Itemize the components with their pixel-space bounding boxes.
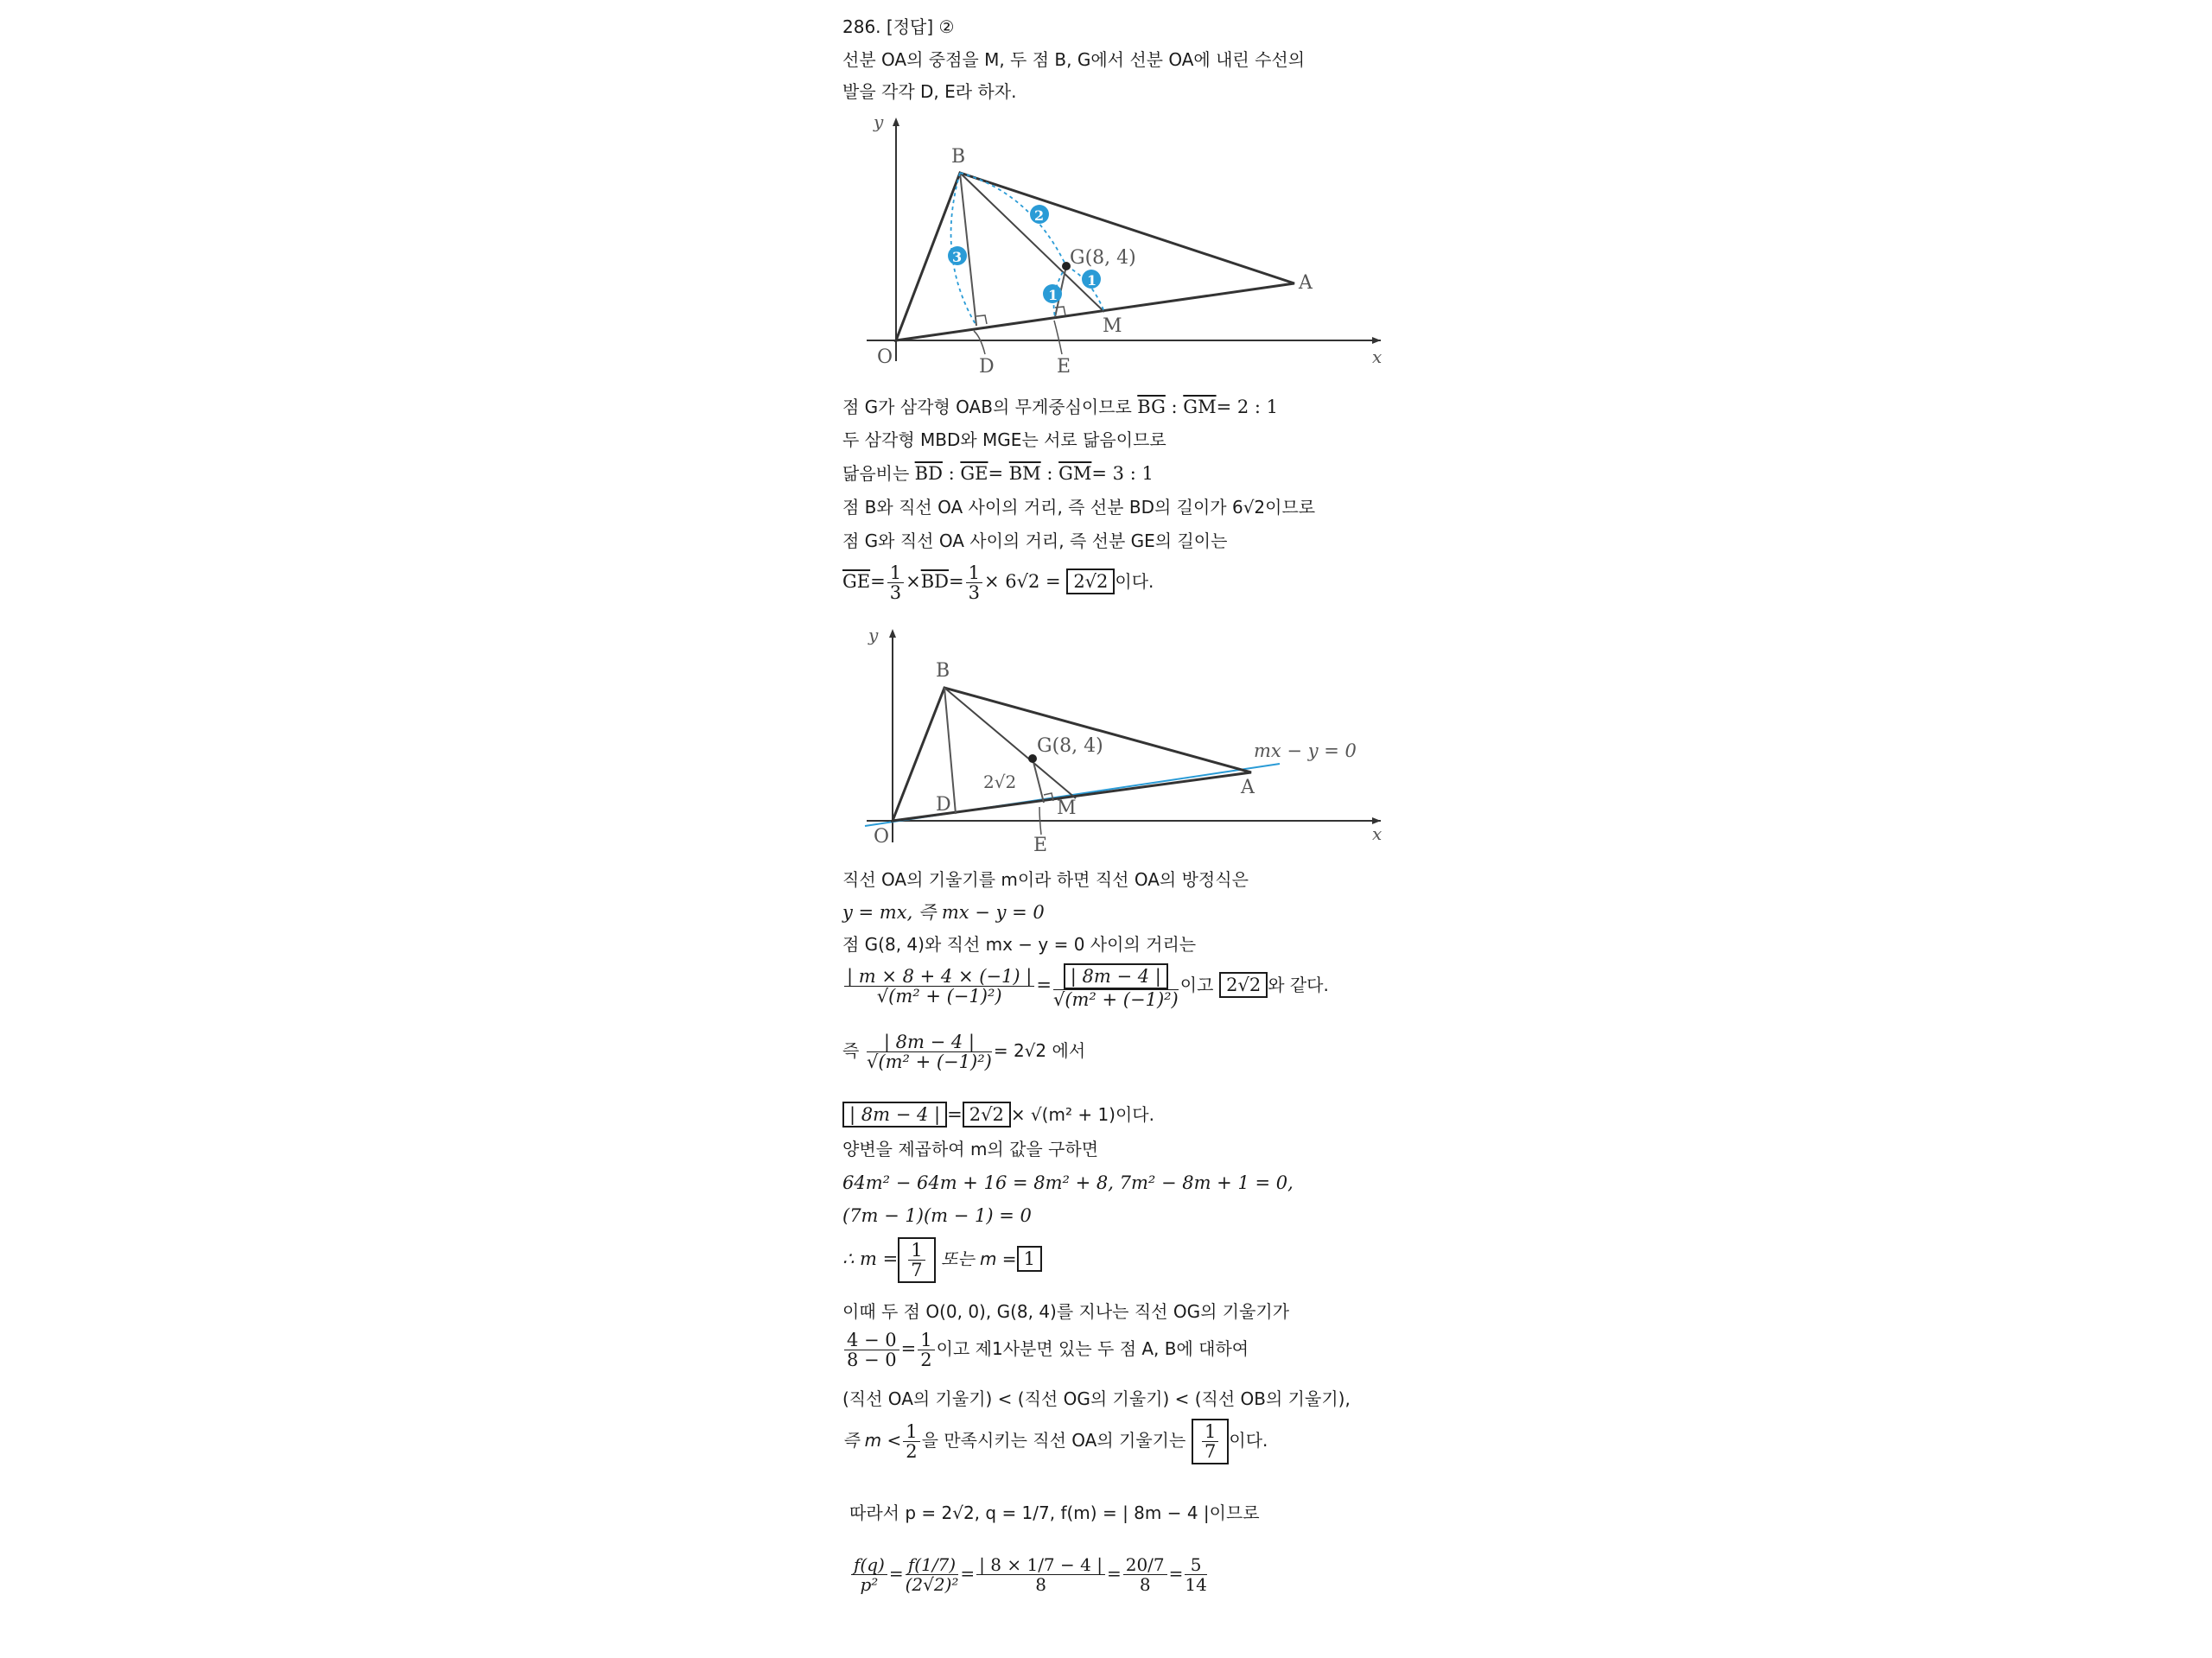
step3-line-4: 즉 m < $\frac{1}{2}$ 을 만족시키는 직선 OA의 기울기는 $\frac{1}{7}$ 이다. (842, 1419, 1268, 1464)
point-e: E (1057, 356, 1071, 378)
step2-line-2: y = mx, 즉 mx − y = 0 (842, 902, 1045, 923)
final-line-2: $\frac{f(q)}{\text{p²}}$ = $\frac{f(1/7)}{\text{(2√2)²}}$ = $\frac{| 8 \times 1/7 - 4 |}{8}$ = $\frac{20/7}{8}$ = $\frac{5}{14}$ (849, 1555, 1209, 1594)
mark-1a: 1 (1087, 272, 1097, 289)
step1-line-3: 닮음비는 $\overline{BD}$ : $\overline{GE}= \overline{BM}$ : $\overline{GM}= 3$ : 1 (842, 463, 1154, 484)
step2-line-3: 점 G(8, 4)와 직선 mx − y = 0 사이의 거리는 (842, 934, 1197, 955)
point-e-2: E (1033, 835, 1048, 856)
y-axis-label: y (874, 111, 884, 132)
step2-line-9: (7m − 1)(m − 1) = 0 (842, 1205, 1032, 1226)
answer-box-2: 2√2 (1219, 972, 1268, 998)
y-axis-label-2: y (868, 625, 879, 645)
step2-line-10: ∴ m = $\frac{1}{7}$ 또는 m = 1 (842, 1237, 1042, 1283)
step1-line-4: 점 B와 직선 OA 사이의 거리, 즉 선분 BD의 길이가 6√2이므로 (842, 497, 1316, 518)
origin-label-2: O (874, 826, 890, 848)
point-m-2: M (1057, 797, 1077, 819)
step2-line-8: 64m² − 64m + 16 = 8m² + 8, 7m² − 8m + 1 = 0, (842, 1172, 1294, 1193)
origin-label: O (877, 346, 893, 368)
step2-line-4: $\frac{| m \times 8 + 4 \times (-1) |}{\text{√(m² + (−1)²)}}$ = $\frac{| 8m - 4 |}{\text{√(m² + (−1)²)}}$ 이고 2√2 와 같다. (842, 963, 1329, 1009)
step1-line-2: 두 삼각형 MBD와 MGE는 서로 닮음이므로 (842, 429, 1166, 450)
point-d-2: D (936, 794, 951, 816)
step1-line-5: 점 G와 직선 OA 사이의 거리, 즉 선분 GE의 길이는 (842, 530, 1228, 551)
step2-line-7: 양변을 제곱하여 m의 값을 구하면 (842, 1139, 1099, 1159)
intro-line-2: 발을 각각 D, E라 하자. (842, 81, 1017, 102)
mark-2: 2 (1034, 207, 1045, 224)
line-label: mx − y = 0 (1254, 740, 1357, 761)
point-a: A (1299, 272, 1313, 294)
step3-line-2: $\frac{4 - 0}{8 - 0}$ = $\frac{1}{2}$ 이고 제1사분면 있는 두 점 A, B에 대하여 (842, 1331, 1249, 1369)
step2-line-5: 즉 $\frac{| 8m - 4 |}{\text{√(m² + (−1)²)}}$ = 2√2 에서 (842, 1032, 1086, 1072)
step2-line-6: | 8m − 4 | = 2√2 × √(m² + 1)이다. (842, 1102, 1154, 1128)
step2-line-1: 직선 OA의 기울기를 m이라 하면 직선 OA의 방정식은 (842, 869, 1249, 890)
intro-line-1: 선분 OA의 중점을 M, 두 점 B, G에서 선분 OA에 내린 수선의 (842, 49, 1306, 70)
x-axis-label: x (1372, 346, 1382, 367)
mark-3: 3 (952, 249, 963, 265)
point-g: G(8, 4) (1070, 247, 1136, 269)
point-b-2: B (936, 660, 950, 682)
answer-box-3: | 8m − 4 | (842, 1102, 947, 1128)
step3-line-3: (직선 OA의 기울기) < (직선 OG의 기울기) < (직선 OB의 기울기), (842, 1388, 1351, 1409)
point-g-2: G(8, 4) (1037, 735, 1103, 757)
problem-title: 286. [정답] ② (842, 16, 955, 37)
point-a-2: A (1241, 777, 1255, 798)
length-label: 2√2 (983, 772, 1017, 792)
step1-line-1: 점 G가 삼각형 OAB의 무게중심이므로 $\overline{BG}$ : $\overline{GM}= 2$ : 1 (842, 397, 1278, 417)
point-b: B (951, 146, 966, 168)
answer-box-4: 2√2 (963, 1102, 1011, 1128)
mark-1b: 1 (1048, 287, 1058, 303)
final-line-1: 따라서 p = 2√2, q = 1/7, f(m) = | 8m − 4 |이므로 (849, 1502, 1260, 1523)
answer-box-1: 2√2 (1066, 569, 1115, 594)
point-d: D (979, 356, 995, 378)
x-axis-label-2: x (1372, 823, 1382, 844)
answer-box-5: 1 (1017, 1246, 1042, 1272)
solution-column (842, 0, 1395, 1658)
answer-box-6: $\frac{1}{7}$ (1192, 1419, 1229, 1464)
figure-1 (858, 111, 1394, 378)
step3-line-1: 이때 두 점 O(0, 0), G(8, 4)를 지나는 직선 OG의 기울기가 (842, 1301, 1290, 1322)
step1-line-6: $\overline{GE}=$ $\frac{1}{3}$ $\times\overline{BD}=$ $\frac{1}{3}$ × 6√2 = 2√2 이다. (842, 562, 1154, 603)
figure-2 (858, 622, 1394, 860)
point-m: M (1103, 315, 1122, 337)
